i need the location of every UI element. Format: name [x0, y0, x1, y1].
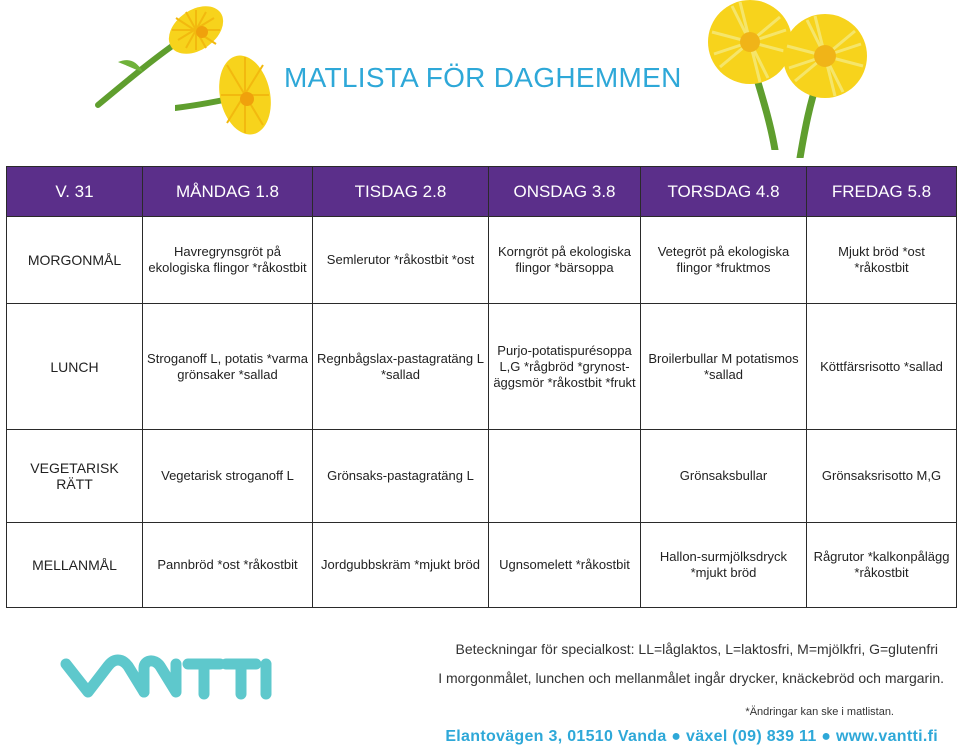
menu-cell: Grönsaksrisotto M,G: [807, 430, 957, 523]
menu-cell: Vegetarisk stroganoff L: [143, 430, 313, 523]
menu-cell: Pannbröd *ost *råkostbit: [143, 523, 313, 608]
included-note: I morgonmålet, lunchen och mellanmålet ingår drycker, knäckebröd och margarin.: [438, 670, 944, 686]
row-label: MELLANMÅL: [7, 523, 143, 608]
footer-contact: Elantovägen 3, 01510 Vanda ● växel (09) 839 11 ● www.vantti.fi: [445, 728, 938, 745]
day-header-wednesday: ONSDAG 3.8: [489, 167, 641, 217]
header-row: [7, 167, 957, 217]
table-row-mellanmal: [7, 523, 957, 608]
menu-cell: Havregrynsgröt på ekologiska flingor *råkostbit: [143, 217, 313, 304]
row-label: VEGETARISK RÄTT: [7, 430, 143, 523]
menu-cell: Ugnsomelett *råkostbit: [489, 523, 641, 608]
flower-icon-left-bottom: [175, 50, 285, 160]
menu-cell: Hallon-surmjölksdryck *mjukt bröd: [641, 523, 807, 608]
menu-cell: Vetegröt på ekologiska flingor *fruktmos: [641, 217, 807, 304]
day-header-friday: FREDAG 5.8: [807, 167, 957, 217]
menu-cell: [489, 430, 641, 523]
day-header-monday: MÅNDAG 1.8: [143, 167, 313, 217]
menu-cell: Grönsaks-pastagratäng L: [313, 430, 489, 523]
changes-note: *Ändringar kan ske i matlistan.: [745, 706, 894, 718]
menu-cell: Regnbågslax-pastagratäng L *sallad: [313, 304, 489, 430]
menu-cell: Grönsaksbullar: [641, 430, 807, 523]
vantti-logo-icon: [60, 652, 275, 704]
flower-icon-right-front: [780, 8, 900, 158]
row-label: LUNCH: [7, 304, 143, 430]
special-diet-note: Beteckningar för specialkost: LL=låglaktos, L=laktosfri, M=mjölkfri, G=glutenfri: [455, 641, 938, 657]
day-header-tuesday: TISDAG 2.8: [313, 167, 489, 217]
menu-cell: Semlerutor *råkostbit *ost: [313, 217, 489, 304]
menu-cell: Korngröt på ekologiska flingor *bärsoppa: [489, 217, 641, 304]
menu-cell: Mjukt bröd *ost *råkostbit: [807, 217, 957, 304]
menu-cell: Broilerbullar M potatismos *sallad: [641, 304, 807, 430]
menu-table: [6, 166, 957, 608]
week-label: V. 31: [7, 167, 143, 217]
table-row-vegetarisk: [7, 430, 957, 523]
menu-cell: Rågrutor *kalkonpålägg *råkostbit: [807, 523, 957, 608]
table-row-morgonmal: [7, 217, 957, 304]
day-header-thursday: TORSDAG 4.8: [641, 167, 807, 217]
menu-cell: Purjo-potatispurésoppa L,G *rågbröd *grynost-äggsmör *råkostbit *frukt: [489, 304, 641, 430]
menu-cell: Köttfärsrisotto *sallad: [807, 304, 957, 430]
table-row-lunch: [7, 304, 957, 430]
menu-cell: Stroganoff L, potatis *varma grönsaker *sallad: [143, 304, 313, 430]
page-title: MATLISTA FÖR DAGHEMMEN: [284, 62, 682, 93]
menu-cell: Jordgubbskräm *mjukt bröd: [313, 523, 489, 608]
row-label: MORGONMÅL: [7, 217, 143, 304]
